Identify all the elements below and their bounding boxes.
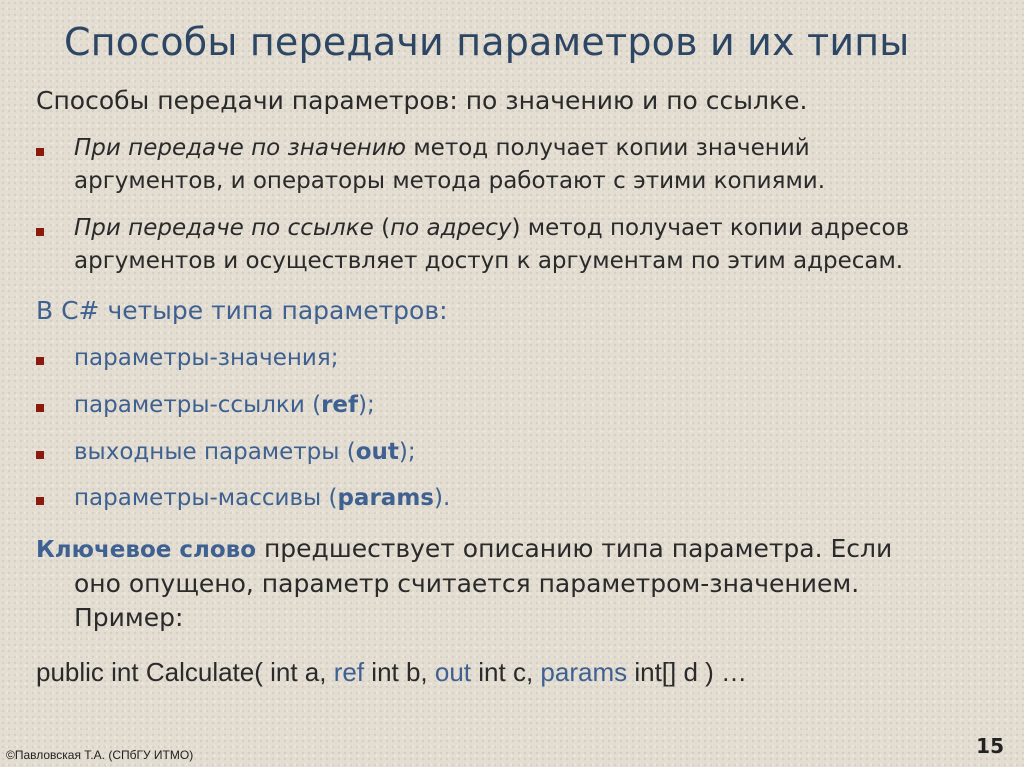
type-text: выходные параметры ( [74,439,356,465]
by-value-rest: метод получает копии значений [406,135,810,161]
types-heading: В C# четыре типа параметров: [36,296,448,325]
bullet-marker [36,357,44,365]
keyword-line2: оно опущено, параметр считается параметром-значением. [74,569,860,598]
type-keyword: params [337,485,434,511]
bullet-marker [36,148,44,156]
code-keyword: out [434,657,472,687]
code-keyword: ref [333,657,365,687]
type-keyword: ref [321,392,359,418]
keyword-term: Ключевое слово [36,537,256,563]
by-ref-item [74,212,909,278]
type-tail: ). [433,485,451,511]
type-text: параметры-массивы ( [74,485,338,511]
code-part: int[] d ) … [627,657,748,687]
code-keyword: params [540,657,628,687]
bullet-marker [36,228,44,236]
type-item-out [74,436,416,469]
code-part: int b, [364,657,435,687]
by-value-item [74,132,825,198]
slide-title: Способы передачи параметров и их типы [64,20,910,64]
code-example [36,657,747,688]
type-keyword: out [355,439,399,465]
footer-copyright: ©Павловская Т.А. (СПбГУ ИТМО) [6,748,194,762]
by-ref-paren: ( [373,215,391,241]
keyword-line3: Пример: [74,603,184,632]
type-item-ref [74,389,375,422]
type-tail: ); [358,392,375,418]
type-text: параметры-ссылки ( [74,392,322,418]
keyword-rest: предшествует описанию типа параметра. Если [256,534,893,563]
bullet-marker [36,497,44,505]
type-item-value [74,342,338,375]
by-ref-rest: ) метод получает копии адресов [511,215,910,241]
type-item-params [74,482,450,515]
code-part: public int Calculate( int a, [36,657,334,687]
page-number: 15 [976,734,1004,758]
bullet-marker [36,451,44,459]
by-value-line2: аргументов, и операторы метода работают с этими копиями. [74,168,826,194]
by-address-em: по адресу [390,215,512,241]
keyword-paragraph [36,532,892,635]
bullet-marker [36,404,44,412]
code-part: int c, [471,657,541,687]
by-ref-em: При передаче по ссылке [74,215,374,241]
by-value-em: При передаче по значению [74,135,407,161]
type-tail: ); [398,439,416,465]
intro-text: Способы передачи параметров: по значению и по ссылке. [36,86,808,115]
type-text: параметры-значения; [74,345,339,371]
by-ref-line2: аргументов и осуществляет доступ к аргументам по этим адресам. [74,248,904,274]
